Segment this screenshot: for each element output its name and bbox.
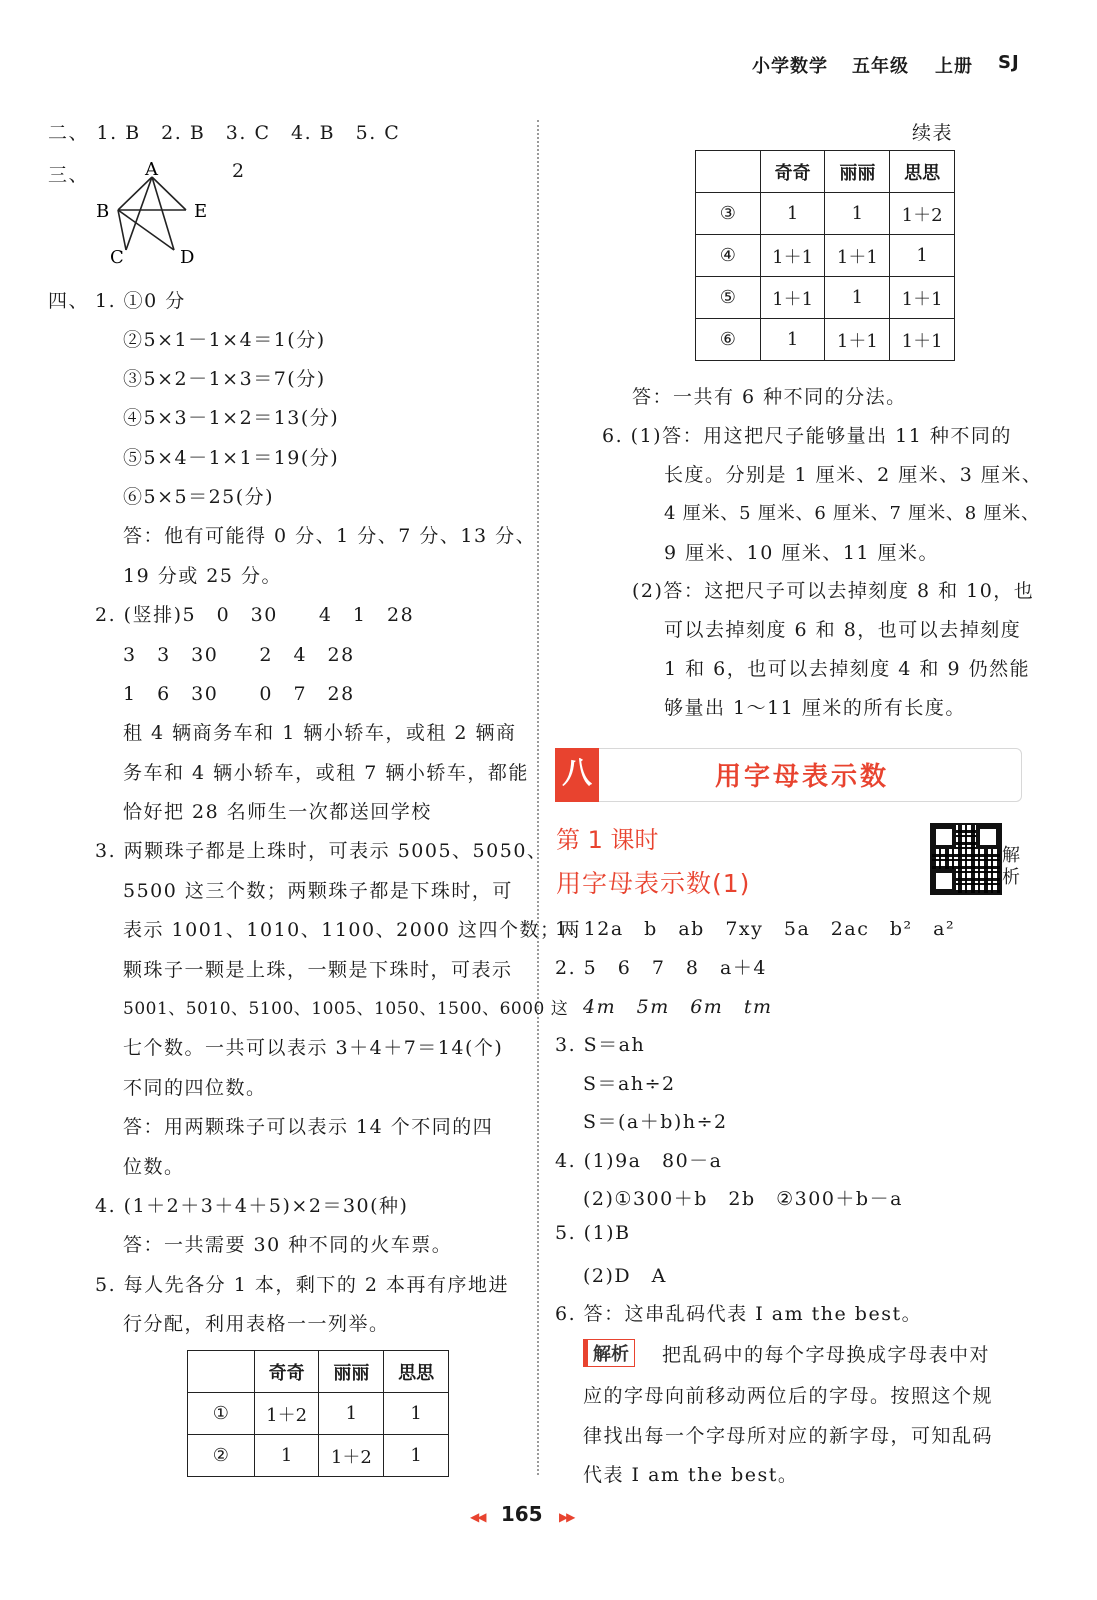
q1-line-4: ④5×3－1×2＝13(分): [123, 407, 340, 429]
q5-line-2: 行分配，利用表格一一列举。: [123, 1313, 390, 1335]
q6-line-4: 9 厘米、10 厘米、11 厘米。: [664, 542, 940, 564]
node-a: A: [145, 159, 158, 180]
q1-line-3: ③5×2－1×3＝7(分): [123, 368, 326, 390]
q6-line-5: (2)答：这把尺子可以去掉刻度 8 和 10，也: [632, 580, 1035, 602]
table-cell: 1＋1: [825, 235, 890, 277]
table2-header-sisi: 思思: [890, 151, 955, 193]
q1-line-1: 1. ①0 分: [95, 290, 186, 312]
q1-line-2: ②5×1－1×4＝1(分): [123, 329, 326, 351]
table1-header-lili: 丽丽: [319, 1351, 384, 1393]
header-volume: 上册: [935, 56, 973, 77]
q2-line-1: 2. (竖排)5 0 30 4 1 28: [95, 604, 415, 626]
q3-line-9: 位数。: [123, 1156, 185, 1178]
node-e: E: [194, 201, 208, 222]
lesson-number: 第 1 课时: [556, 826, 659, 854]
table-cell: 1＋1: [890, 277, 955, 319]
table-cell: 1: [825, 193, 890, 235]
answer-line-11: 6. 答：这串乱码代表 I am the best。: [555, 1303, 923, 1325]
q3-line-4: 颗珠子一颗是上珠，一颗是下珠时，可表示: [123, 959, 513, 981]
table-row: [696, 319, 955, 361]
q2-line-3: 1 6 30 0 7 28: [123, 683, 355, 705]
analysis-line-4: 代表 I am the best。: [583, 1464, 799, 1486]
q6-line-7: 1 和 6，也可以去掉刻度 4 和 9 仍然能: [664, 658, 1031, 680]
q6-line-1: 6. (1)答：用这把尺子能够量出 11 种不同的: [602, 425, 1012, 447]
analysis-line-3: 律找出每一个字母所对应的新字母，可知乱码: [583, 1425, 994, 1447]
answer-line-10: (2)D A: [583, 1265, 667, 1287]
q6-line-8: 够量出 1～11 厘米的所有长度。: [664, 697, 966, 719]
header-subject: 小学数学: [752, 56, 828, 77]
table-cell: 1＋2: [890, 193, 955, 235]
table-row: [696, 277, 955, 319]
answer-line-4: 3. S＝ah: [555, 1034, 646, 1056]
qr-label: 解析: [1002, 845, 1020, 888]
header-grade: 五年级: [852, 56, 909, 77]
q3-line-1: 3. 两颗珠子都是上珠时，可表示 5005、5050、: [95, 840, 548, 862]
q1-line-6: ⑥5×5＝25(分): [123, 486, 275, 508]
table-row: [188, 1435, 449, 1477]
answer-line-7: 4. (1)9a 80－a: [555, 1150, 723, 1172]
table-row: [696, 193, 955, 235]
q5-answer: 答：一共有 6 种不同的分法。: [632, 386, 907, 408]
section-2-answers: 二、 1. B 2. B 3. C 4. B 5. C: [48, 122, 401, 144]
answer-line-6: S＝(a＋b)h÷2: [583, 1111, 728, 1133]
q3-line-7: 不同的四位数。: [123, 1077, 267, 1099]
page-number: 165: [500, 1502, 543, 1526]
q1-line-7: 答：他有可能得 0 分、1 分、7 分、13 分、: [123, 525, 537, 547]
page-footer: [470, 1502, 573, 1526]
q3-line-5: 5001、5010、5100、1005、1050、1500、6000 这: [123, 999, 569, 1019]
q2-line-4: 租 4 辆商务车和 1 辆小轿车，或租 2 辆商: [123, 722, 517, 744]
table-cell: 1＋2: [319, 1435, 384, 1477]
q3-line-6: 七个数。一共可以表示 3＋4＋7＝14(个): [123, 1037, 504, 1059]
analysis-tag: 解析: [583, 1339, 635, 1367]
table-cell: 1: [254, 1435, 319, 1477]
section-3-label: 三、: [48, 164, 90, 186]
chapter-number: 八: [555, 748, 599, 802]
q4-line-2: 答：一共需要 30 种不同的火车票。: [123, 1234, 453, 1256]
column-divider: [537, 120, 539, 1475]
section-4-label: 四、: [48, 290, 90, 312]
node-b: B: [96, 201, 110, 222]
table-cell: ①: [188, 1393, 255, 1435]
node-c: C: [110, 247, 124, 268]
table-cell: ②: [188, 1435, 255, 1477]
answer-line-3: 4m 5m 6m tm: [583, 996, 773, 1018]
table-cell: ④: [696, 235, 761, 277]
diagram-lines: [118, 177, 186, 250]
table-cell: ③: [696, 193, 761, 235]
q3-line-2: 5500 这三个数；两颗珠子都是下珠时，可: [123, 880, 513, 902]
table1-corner: [188, 1351, 255, 1393]
q2-line-6: 恰好把 28 名师生一次都送回学校: [123, 801, 432, 823]
answer-line-5: S＝ah÷2: [583, 1073, 676, 1095]
table1-header-qiqi: 奇奇: [254, 1351, 319, 1393]
answer-line-8: (2)①300＋b 2b ②300＋b－a: [583, 1188, 903, 1210]
table-cell: 1: [319, 1393, 384, 1435]
table-row: [188, 1393, 449, 1435]
table1-header-sisi: 思思: [384, 1351, 449, 1393]
table-cell: 1＋1: [890, 319, 955, 361]
lesson-title: 用字母表示数(1): [556, 869, 751, 898]
section-3-count: 2: [232, 160, 246, 182]
analysis-line-1: 把乱码中的每个字母换成字母表中对: [662, 1344, 991, 1366]
table-cell: 1＋2: [254, 1393, 319, 1435]
q1-line-8: 19 分或 25 分。: [123, 565, 282, 587]
distribution-table-2: [695, 150, 955, 361]
table-cell: 1＋1: [760, 235, 825, 277]
table-cell: 1＋1: [760, 277, 825, 319]
q5-line-1: 5. 每人先各分 1 本，剩下的 2 本再有序地进: [95, 1274, 510, 1296]
q4-line-1: 4. (1＋2＋3＋4＋5)×2＝30(种): [95, 1195, 409, 1217]
distribution-table-1: [187, 1350, 449, 1477]
q2-line-2: 3 3 30 2 4 28: [123, 644, 355, 666]
table-cell: 1＋1: [825, 319, 890, 361]
next-arrow-icon: ▶▶: [558, 1510, 574, 1524]
q1-line-5: ⑤5×4－1×1＝19(分): [123, 447, 340, 469]
answer-line-1: 1. 12a b ab 7xy 5a 2ac b² a²: [555, 918, 956, 940]
table-cell: 1: [384, 1435, 449, 1477]
table-cell: 1: [890, 235, 955, 277]
table-cell: ⑤: [696, 277, 761, 319]
q3-line-8: 答：用两颗珠子可以表示 14 个不同的四: [123, 1116, 494, 1138]
q2-line-5: 务车和 4 辆小轿车，或租 7 辆小轿车，都能: [123, 762, 529, 784]
answer-line-2: 2. 5 6 7 8 a＋4: [555, 957, 767, 979]
qr-code-icon[interactable]: [930, 823, 1002, 895]
table-cell: 1: [825, 277, 890, 319]
table2-corner: [696, 151, 761, 193]
q6-line-2: 长度。分别是 1 厘米、2 厘米、3 厘米、: [664, 464, 1043, 486]
prev-arrow-icon: ◀◀: [470, 1510, 485, 1524]
answer-line-9: 5. (1)B: [555, 1222, 631, 1244]
continued-table-label: 续表: [912, 122, 954, 144]
q3-line-3: 表示 1001、1010、1100、2000 这四个数；两: [123, 919, 581, 941]
table2-header-lili: 丽丽: [825, 151, 890, 193]
connection-diagram: [90, 155, 220, 270]
q6-line-6: 可以去掉刻度 6 和 8，也可以去掉刻度: [664, 619, 1022, 641]
analysis-line-2: 应的字母向前移动两位后的字母。按照这个规: [583, 1385, 994, 1407]
table-row: [696, 235, 955, 277]
node-d: D: [180, 247, 195, 268]
chapter-title: 用字母表示数: [715, 762, 890, 792]
table-cell: ⑥: [696, 319, 761, 361]
table-cell: 1: [760, 319, 825, 361]
q6-line-3: 4 厘米、5 厘米、6 厘米、7 厘米、8 厘米、: [664, 503, 1040, 524]
table-cell: 1: [384, 1393, 449, 1435]
table-cell: 1: [760, 193, 825, 235]
table2-header-qiqi: 奇奇: [760, 151, 825, 193]
header-edition: SJ: [998, 52, 1020, 73]
